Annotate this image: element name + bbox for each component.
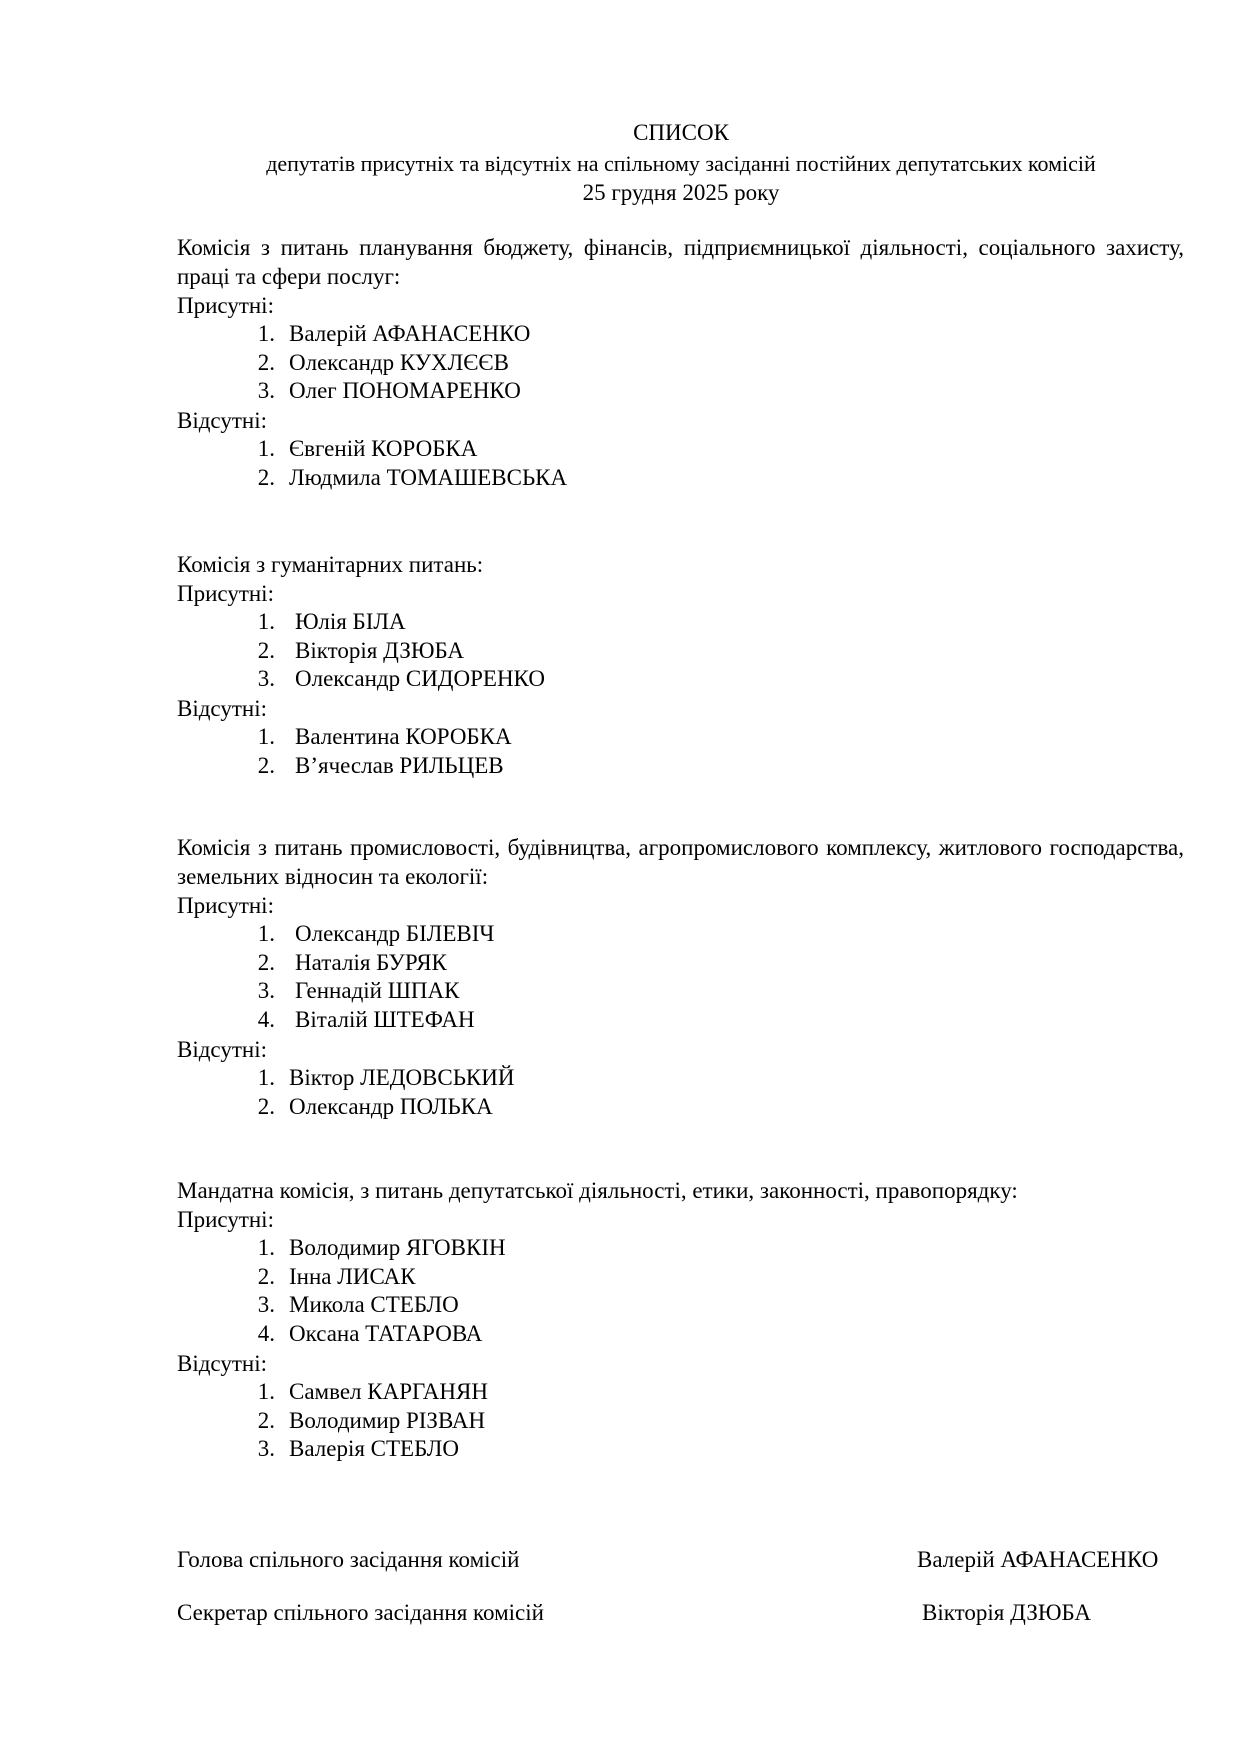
list-number: 3. [257,378,275,404]
absent-list [177,1064,1184,1121]
list-number: 1. [257,1064,275,1090]
list-number: 2. [257,1407,275,1433]
absent-label: Відсутні: [177,408,267,434]
list-item [177,435,1184,464]
chair-role: Голова спільного засідання комісій [177,1547,520,1572]
list-item [177,1093,1184,1122]
list-item [177,1263,1184,1292]
list-number: 2. [257,464,275,490]
list-item [177,1064,1184,1093]
deputy-name: Валерій АФАНАСЕНКО [289,321,531,346]
list-number: 1. [257,1378,275,1404]
deputy-name: Володимир ЯГОВКІН [289,1235,506,1260]
deputy-name: Віталій ШТЕФАН [295,1007,475,1033]
list-number: 2. [257,637,275,663]
deputy-name: Володимир РІЗВАН [289,1407,486,1433]
present-list [177,608,1184,694]
list-item [177,320,1184,349]
list-number: 1. [257,321,275,346]
absent-list [177,723,1184,780]
list-item [177,637,1184,666]
deputy-name: Олександр КУХЛЄЄВ [289,349,509,375]
secretary-name: Вікторія ДЗЮБА [922,1600,1092,1625]
deputy-name: Самвел КАРГАНЯН [289,1378,488,1404]
list-item [177,723,1184,752]
deputy-name: Валерія СТЕБЛО [289,1436,459,1462]
list-item [177,920,1184,949]
secretary-role: Секретар спільного засідання комісій [177,1600,544,1625]
commission-heading: Комісія з питань планування бюджету, фінансів, підприємницької діяльності, соціального захисту, праці та сфери послуг: [177,235,1184,289]
list-item [177,377,1184,406]
list-item [177,1407,1184,1436]
present-list [177,920,1184,1035]
deputy-name: Олександр СИДОРЕНКО [295,666,545,692]
list-item [177,1291,1184,1320]
absent-label: Відсутні: [177,696,267,722]
commission-humanitarian [177,550,1184,781]
present-label: Присутні: [177,581,274,606]
deputy-name: Наталія БУРЯК [295,949,447,975]
list-item [177,1234,1184,1263]
present-label: Присутні: [177,293,274,318]
deputy-name: Олександр БІЛЕВІЧ [295,921,495,946]
deputy-name: Геннадій ШПАК [295,978,460,1004]
list-item [177,464,1184,493]
list-item [177,1320,1184,1349]
list-number: 2. [257,1093,275,1119]
present-label: Присутні: [177,1207,274,1232]
list-item [177,349,1184,378]
list-number: 3. [257,978,275,1004]
list-number: 2. [257,752,275,778]
list-number: 3. [257,1292,275,1318]
commission-heading: Комісія з питань промисловості, будівництва, агропромислового комплексу, житлового господарства, земельних відносин та екології: [177,835,1184,889]
present-label: Присутні: [177,893,274,918]
present-list [177,320,1184,406]
list-number: 3. [257,666,275,692]
deputy-name: Вікторія ДЗЮБА [295,637,465,663]
deputy-name: Людмила ТОМАШЕВСЬКА [289,464,568,490]
list-number: 1. [257,609,275,634]
list-item [177,949,1184,978]
list-number: 1. [257,436,275,462]
list-item [177,1378,1184,1407]
document-subtitle: депутатів присутніх та відсутніх на спільному засіданні постійних депутатських комісій [266,151,1096,176]
deputy-name: Микола СТЕБЛО [289,1292,459,1318]
document-title: СПИСОК [633,120,729,145]
list-number: 2. [257,349,275,375]
list-number: 2. [257,949,275,975]
deputy-name: В’ячеслав РИЛЬЦЕВ [295,752,504,778]
absent-list [177,1378,1184,1464]
list-number: 4. [257,1321,275,1347]
list-item [177,608,1184,637]
deputy-name: Олександр ПОЛЬКА [289,1093,493,1119]
list-number: 3. [257,1436,275,1462]
deputy-name: Олег ПОНОМАРЕНКО [289,378,521,404]
absent-list [177,435,1184,492]
list-number: 1. [257,724,275,750]
commission-mandate [177,1176,1184,1464]
commission-heading: Мандатна комісія, з питань депутатської діяльності, етики, законності, правопорядку: [177,1178,1018,1203]
list-number: 2. [257,1263,275,1289]
commission-budget [177,233,1184,493]
present-list [177,1234,1184,1349]
list-item [177,1006,1184,1035]
list-number: 4. [257,1007,275,1033]
deputy-name: Юлія БІЛА [295,609,406,634]
deputy-name: Інна ЛИСАК [289,1263,416,1289]
deputy-name: Віктор ЛЕДОВСЬКИЙ [289,1064,515,1090]
list-item [177,665,1184,694]
list-number: 1. [257,921,275,946]
list-number: 1. [257,1235,275,1260]
commission-industry [177,833,1184,1121]
list-item [177,977,1184,1006]
list-item [177,752,1184,781]
absent-label: Відсутні: [177,1036,267,1062]
deputy-name: Оксана ТАТАРОВА [289,1321,483,1347]
chair-name: Валерій АФАНАСЕНКО [917,1547,1159,1572]
commission-heading: Комісія з гуманітарних питань: [177,552,484,577]
deputy-name: Валентина КОРОБКА [295,724,512,750]
deputy-name: Євгеній КОРОБКА [289,436,478,462]
absent-label: Відсутні: [177,1350,267,1376]
list-item [177,1435,1184,1464]
document-date: 25 грудня 2025 року [582,180,780,205]
